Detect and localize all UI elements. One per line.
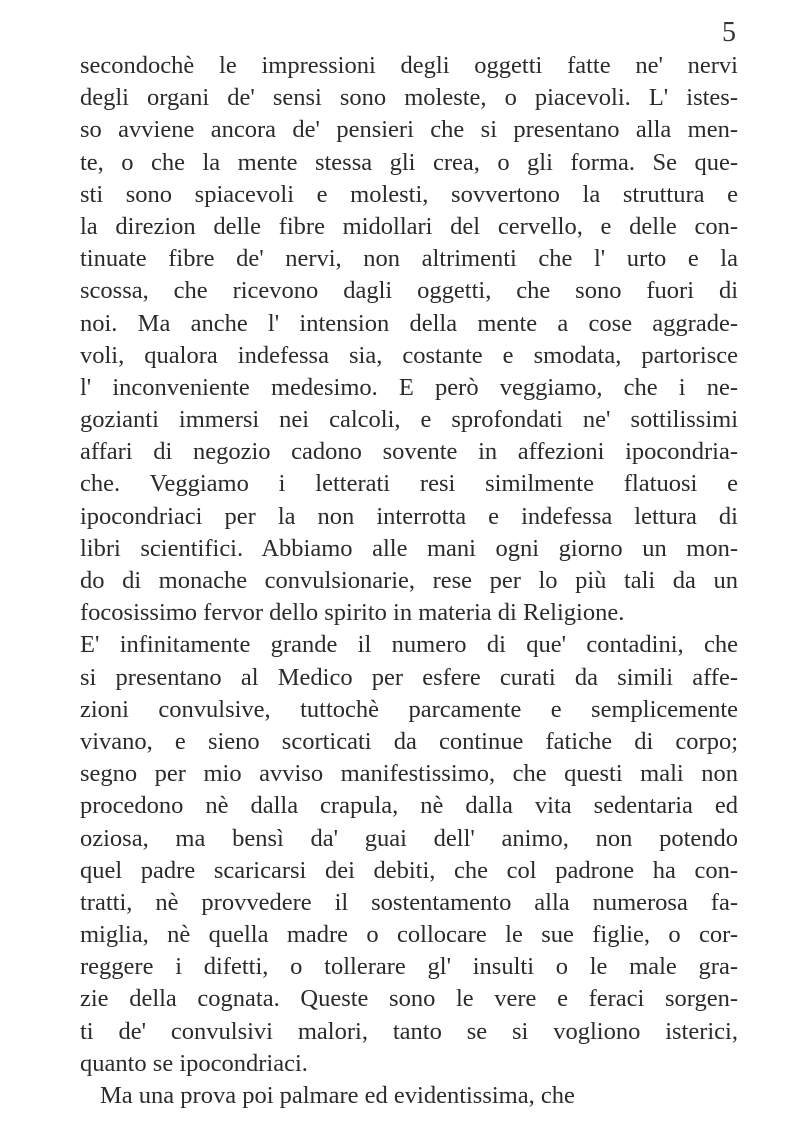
- text-line: ti de' convulsivi malori, tanto se si vogliono isterici,: [80, 1017, 738, 1045]
- text-line: voli, qualora indefessa sia, costante e smodata, partorisce: [80, 341, 738, 369]
- text-line: gozianti immersi nei calcoli, e sprofondati ne' sottilissimi: [80, 406, 738, 434]
- text-line: do di monache convulsionarie, rese per lo più tali da un: [80, 567, 738, 594]
- text-line: zioni convulsive, tuttochè parcamente e semplicemente: [80, 695, 738, 723]
- text-line: quanto se ipocondriaci.: [80, 1049, 308, 1077]
- body-text: [80, 50, 738, 1112]
- text-line: zie della cognata. Queste sono le vere e feraci sorgen-: [80, 985, 738, 1013]
- text-line: sti sono spiacevoli e molesti, sovvertono la struttura e: [80, 180, 738, 208]
- text-line: noi. Ma anche l' intension della mente a cose aggrade-: [80, 309, 738, 337]
- text-line: scossa, che ricevono dagli oggetti, che sono fuori di: [80, 277, 738, 305]
- text-line: procedono nè dalla crapula, nè dalla vita sedentaria ed: [80, 792, 738, 820]
- text-line: Ma una prova poi palmare ed evidentissima, che: [100, 1082, 575, 1109]
- text-line: vivano, e sieno scorticati da continue fatiche di corpo;: [80, 727, 738, 755]
- text-line: miglia, nè quella madre o collocare le sue figlie, o cor-: [80, 921, 738, 949]
- page-number: 5: [722, 17, 736, 48]
- text-line: te, o che la mente stessa gli crea, o gli forma. Se que-: [80, 148, 738, 176]
- text-line: che. Veggiamo i letterati resi similmente flatuosi e: [80, 470, 738, 498]
- text-line: so avviene ancora de' pensieri che si presentano alla men-: [80, 116, 738, 144]
- text-line: oziosa, ma bensì da' guai dell' animo, non potendo: [80, 824, 738, 852]
- text-line: quel padre scaricarsi dei debiti, che col padrone ha con-: [80, 856, 738, 884]
- text-line: tinuate fibre de' nervi, non altrimenti che l' urto e la: [80, 245, 738, 273]
- text-line: libri scientifici. Abbiamo alle mani ogni giorno un mon-: [80, 534, 738, 562]
- text-line: degli organi de' sensi sono moleste, o piacevoli. L' istes-: [80, 84, 738, 112]
- text-line: si presentano al Medico per esfere curati da simili affe-: [80, 663, 738, 691]
- text-line: segno per mio avviso manifestissimo, che questi mali non: [80, 760, 738, 788]
- text-line: l' inconveniente medesimo. E però veggiamo, che i ne-: [80, 373, 738, 401]
- text-line: reggere i difetti, o tollerare gl' insulti o le male gra-: [80, 953, 738, 981]
- text-line: secondochè le impressioni degli oggetti fatte ne' nervi: [80, 52, 738, 79]
- text-line: affari di negozio cadono sovente in affezioni ipocondria-: [80, 438, 738, 466]
- text-line: tratti, nè provvedere il sostentamento alla numerosa fa-: [80, 888, 738, 916]
- text-line: E' infinitamente grande il numero di que' contadini, che: [80, 631, 738, 659]
- text-line: la direzion delle fibre midollari del cervello, e delle con-: [80, 212, 738, 240]
- text-line: focosissimo fervor dello spirito in materia di Religione.: [80, 599, 625, 627]
- text-line: ipocondriaci per la non interrotta e indefessa lettura di: [80, 502, 738, 530]
